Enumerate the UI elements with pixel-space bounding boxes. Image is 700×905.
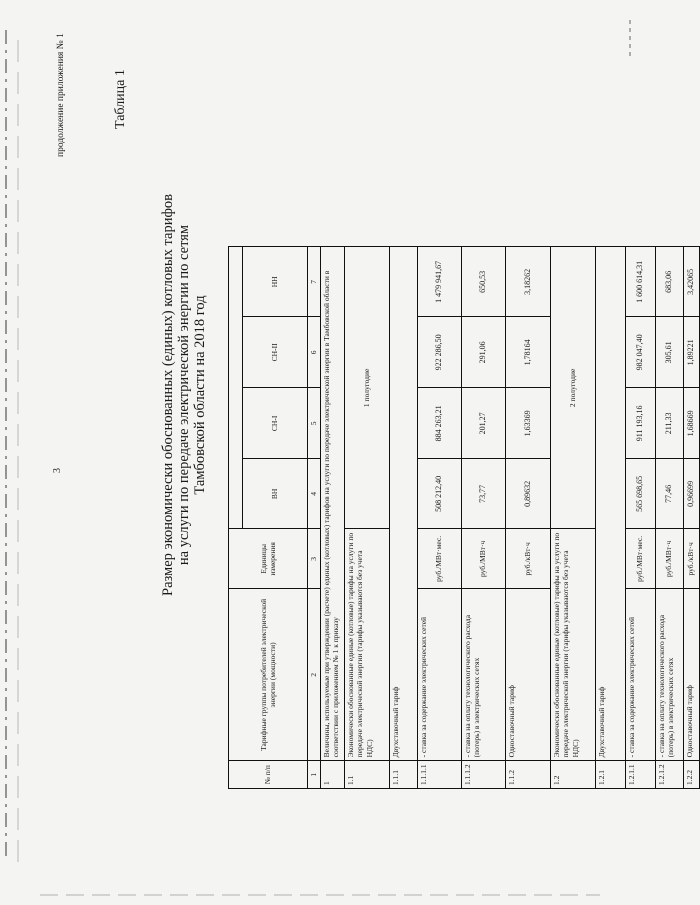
tariff-table bbox=[228, 246, 700, 789]
row-unit: руб./МВт·ч bbox=[461, 529, 505, 589]
row-text: Экономически обоснованные единые (котловые) тарифы на услуги по передаче электрической энергии (тарифы указываются без учета НДС) bbox=[344, 529, 389, 761]
table-row bbox=[595, 247, 625, 789]
header-group: Тарифные группы потребителей электрической энергии (мощности) bbox=[229, 589, 308, 761]
table-row bbox=[683, 247, 699, 789]
row-index: 1.2.2 bbox=[683, 761, 699, 789]
title-line: Тамбовской области на 2018 год bbox=[192, 295, 208, 495]
header-nn: НН bbox=[243, 247, 308, 317]
value-sn1: 211,33 bbox=[655, 388, 683, 459]
value-sn2: 1,78164 bbox=[505, 317, 550, 388]
table-row bbox=[417, 247, 461, 789]
header-sn2: СН-II bbox=[243, 317, 308, 388]
col-number: 2 bbox=[308, 589, 321, 761]
value-sn1: 1,63369 bbox=[505, 388, 550, 459]
value-sn1: 1,68669 bbox=[683, 388, 699, 459]
page-number: 3 bbox=[52, 468, 63, 473]
col-number: 6 bbox=[308, 317, 321, 388]
value-sn1: 884 263,21 bbox=[417, 388, 461, 459]
value-sn2: 291,06 bbox=[461, 317, 505, 388]
header-voltage-span bbox=[229, 247, 243, 529]
value-nn: 1 600 614,31 bbox=[625, 247, 655, 317]
row-unit: руб./кВт·ч bbox=[683, 529, 699, 589]
column-numbers-row bbox=[308, 247, 321, 789]
col-number: 3 bbox=[308, 529, 321, 589]
row-index: 1.1.1.1 bbox=[417, 761, 461, 789]
value-sn1: 911 193,16 bbox=[625, 388, 655, 459]
row-text: Двухставочный тариф bbox=[389, 247, 417, 761]
table-row bbox=[505, 247, 550, 789]
value-sn2: 305,61 bbox=[655, 317, 683, 388]
row-text: - ставка на оплату технологического расхода (потерь) в электрических сетях bbox=[655, 589, 683, 761]
row-index: 1.2.1.1 bbox=[625, 761, 655, 789]
row-unit: руб./МВт·ч bbox=[655, 529, 683, 589]
value-nn: 683,06 bbox=[655, 247, 683, 317]
col-number: 7 bbox=[308, 247, 321, 317]
title-line: на услуги по передаче электрической энергии по сетям bbox=[176, 224, 192, 566]
col-number: 1 bbox=[308, 761, 321, 789]
row-index: 1.1.1.2 bbox=[461, 761, 505, 789]
row-index: 1.2 bbox=[550, 761, 595, 789]
header-sn1: СН-I bbox=[243, 388, 308, 459]
row-text: Величины, используемые при утверждении (расчете) единых (котловых) тарифов на услуги по передаче электрической энергии в Тамбовской области в соответствии с приложением № 1 к приказу bbox=[320, 247, 344, 761]
title-line: Размер экономически обоснованных (единых) котловых тарифов bbox=[160, 194, 176, 596]
table-row bbox=[320, 247, 344, 789]
table-row bbox=[655, 247, 683, 789]
row-text: Одноставочный тариф bbox=[505, 589, 550, 761]
header-vn: ВН bbox=[243, 459, 308, 529]
table-label: Таблица 1 bbox=[113, 69, 128, 129]
col-number: 5 bbox=[308, 388, 321, 459]
value-nn: 3,18262 bbox=[505, 247, 550, 317]
row-unit: руб./кВт·ч bbox=[505, 529, 550, 589]
row-text: - ставка за содержание электрических сетей bbox=[625, 589, 655, 761]
value-vn: 508 212,40 bbox=[417, 459, 461, 529]
row-index: 1.1.2 bbox=[505, 761, 550, 789]
value-sn2: 1,89221 bbox=[683, 317, 699, 388]
row-index: 1 bbox=[320, 761, 344, 789]
row-index: 1.2.1.2 bbox=[655, 761, 683, 789]
value-vn: 0,96699 bbox=[683, 459, 699, 529]
value-vn: 77,46 bbox=[655, 459, 683, 529]
header-unit: Единицы измерения bbox=[229, 529, 308, 589]
col-number: 4 bbox=[308, 459, 321, 529]
row-unit: руб./МВт·мес. bbox=[417, 529, 461, 589]
table-row bbox=[461, 247, 505, 789]
value-nn: 1 479 941,67 bbox=[417, 247, 461, 317]
annex-note: продолжение приложения № 1 bbox=[56, 33, 66, 157]
value-sn2: 982 047,40 bbox=[625, 317, 655, 388]
row-text: Двухставочный тариф bbox=[595, 247, 625, 761]
value-vn: 73,77 bbox=[461, 459, 505, 529]
period-label: 2 полугодие bbox=[550, 247, 595, 529]
row-index: 1.1 bbox=[344, 761, 389, 789]
value-sn1: 201,27 bbox=[461, 388, 505, 459]
row-index: 1.1.1 bbox=[389, 761, 417, 789]
row-text: Экономически обоснованные единые (котловые) тарифы на услуги по передаче электрической энергии (тарифы указываются без учета НДС) bbox=[550, 529, 595, 761]
value-nn: 650,53 bbox=[461, 247, 505, 317]
table-row bbox=[550, 247, 595, 789]
period-label: 1 полугодие bbox=[344, 247, 389, 529]
row-unit: руб./МВт·мес. bbox=[625, 529, 655, 589]
row-text: - ставка на оплату технологического расхода (потерь) в электрических сетях bbox=[461, 589, 505, 761]
row-text: Одноставочный тариф bbox=[683, 589, 699, 761]
table-row bbox=[389, 247, 417, 789]
header-no: № п/п bbox=[229, 761, 308, 789]
document-title bbox=[160, 185, 208, 605]
row-text: - ставка за содержание электрических сетей bbox=[417, 589, 461, 761]
value-vn: 0,89632 bbox=[505, 459, 550, 529]
row-index: 1.2.1 bbox=[595, 761, 625, 789]
value-sn2: 922 286,50 bbox=[417, 317, 461, 388]
value-vn: 565 698,65 bbox=[625, 459, 655, 529]
value-nn: 3,42065 bbox=[683, 247, 699, 317]
table-header-row bbox=[229, 247, 243, 789]
table-row bbox=[344, 247, 389, 789]
table-row bbox=[625, 247, 655, 789]
